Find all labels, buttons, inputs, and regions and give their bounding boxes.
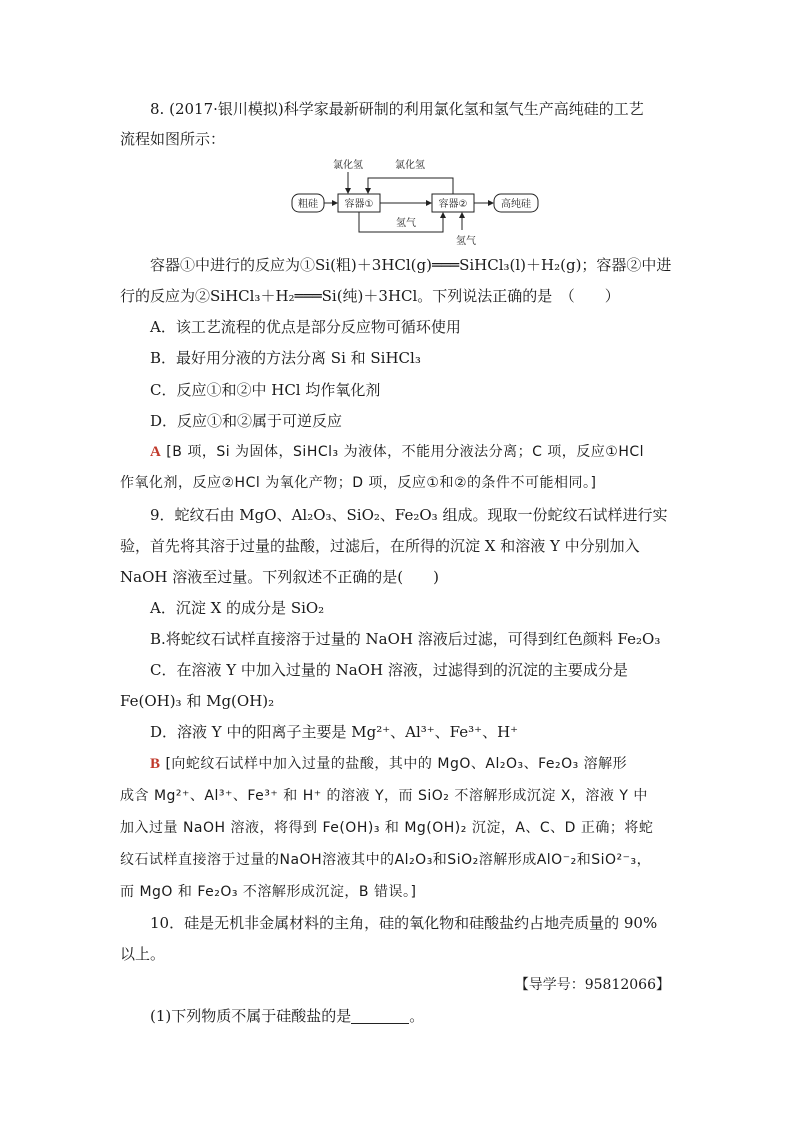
q8-option-a: A．该工艺流程的优点是部分反应物可循环使用	[150, 318, 461, 336]
q9-explain-2: 成含 Mg²⁺、Al³⁺、Fe³⁺ 和 H⁺ 的溶液 Y，而 SiO₂ 不溶解形成沉淀 X，溶液 Y 中	[120, 788, 648, 804]
crude-si-label: 粗硅	[298, 199, 318, 210]
q10-sub1-end: 。	[409, 1007, 425, 1025]
vessel1-label: 容器①	[344, 199, 374, 210]
q9-option-b: B.将蛇纹石试样直接溶于过量的 NaOH 溶液后过滤，可得到红色颜料 Fe₂O₃	[150, 630, 661, 648]
q8-reaction-line2: 行的反应为②SiHCl₃＋H₂═══Si(纯)＋3HCl。下列说法正确的是 （ ）	[120, 287, 620, 305]
process-flow-diagram	[288, 156, 546, 248]
q8-reaction-line1: 容器①中进行的反应为①Si(粗)＋3HCl(g)═══SiHCl₃(l)＋H₂(g)；容器②中进	[150, 256, 672, 274]
answer-blank[interactable]	[351, 1007, 409, 1024]
q9-stem-line1: 9．蛇纹石由 MgO、Al₂O₃、SiO₂、Fe₂O₃ 组成。现取一份蛇纹石试样进行实	[150, 506, 668, 524]
q8-option-c: C．反应①和②中 HCl 均作氧化剂	[150, 381, 381, 399]
q8-explain-2: 作氧化剂，反应②HCl 为氧化产物；D 项，反应①和②的条件不可能相同。]	[120, 475, 597, 491]
q8-stem-text: 科学家最新研制的利用氯化氢和氢气生产高纯硅的工艺	[283, 100, 644, 118]
q9-answer-line1	[150, 754, 627, 774]
q8-stem-line1	[150, 99, 644, 119]
q8-option-b: B．最好用分液的方法分离 Si 和 SiHCl₃	[150, 349, 421, 367]
q9-option-c-line2: Fe(OH)₃ 和 Mg(OH)₂	[120, 692, 275, 710]
q8-option-d: D．反应①和②属于可逆反应	[150, 412, 343, 430]
q10-sub1-line	[150, 1006, 424, 1026]
q9-explain-1: [向蛇纹石试样中加入过量的盐酸，其中的 MgO、Al₂O₃、Fe₂O₃ 溶解形	[165, 756, 628, 772]
q9-option-d: D．溶液 Y 中的阳离子主要是 Mg²⁺、Al³⁺、Fe³⁺、H⁺	[150, 723, 519, 741]
q8-answer-letter: A	[150, 444, 162, 460]
q10-sub1-text: (1)下列物质不属于硅酸盐的是	[150, 1007, 352, 1025]
q8-number: 8.	[150, 100, 165, 118]
vessel2-label: 容器②	[438, 199, 468, 210]
q9-explain-3: 加入过量 NaOH 溶液，将得到 Fe(OH)₃ 和 Mg(OH)₂ 沉淀，A、C、D 正确；将蛇	[120, 820, 654, 836]
q9-answer-letter: B	[150, 756, 161, 772]
q8-source: (2017·银川模拟)	[169, 100, 284, 118]
q10-stem-line1: 10．硅是无机非金属材料的主角，硅的氧化物和硅酸盐约占地壳质量的 90%	[150, 914, 658, 932]
q8-explain-1: [B 项，Si 为固体，SiHCl₃ 为液体，不能用分液法分离；C 项，反应①HCl	[166, 444, 645, 460]
q10-stem-line2: 以上。	[120, 945, 166, 963]
hcl-loop-label: 氯化氢	[395, 160, 425, 171]
q8-answer-line1	[150, 442, 644, 462]
hcl-in-label: 氯化氢	[333, 160, 363, 171]
q9-stem-line3: NaOH 溶液至过量。下列叙述不正确的是( )	[120, 568, 439, 586]
q9-stem-line2: 验，首先将其溶于过量的盐酸，过滤后，在所得的沉淀 X 和溶液 Y 中分别加入	[120, 537, 640, 555]
guide-number: 【导学号：95812066】	[514, 977, 670, 993]
q9-explain-5: 而 MgO 和 Fe₂O₃ 不溶解形成沉淀，B 错误。]	[120, 884, 417, 900]
q9-explain-4: 纹石试样直接溶于过量的NaOH溶液其中的Al₂O₃和SiO₂溶解形成AlO⁻₂和SiO²⁻₃，	[120, 852, 652, 868]
pure-si-label: 高纯硅	[501, 199, 531, 210]
h2-in-label: 氢气	[456, 236, 476, 247]
h2-loop-label: 氢气	[396, 218, 416, 229]
q8-stem-line2: 流程如图所示：	[120, 130, 226, 148]
q9-option-c-line1: C．在溶液 Y 中加入过量的 NaOH 溶液，过滤得到的沉淀的主要成分是	[150, 661, 628, 679]
q9-option-a: A．沉淀 X 的成分是 SiO₂	[150, 599, 325, 617]
